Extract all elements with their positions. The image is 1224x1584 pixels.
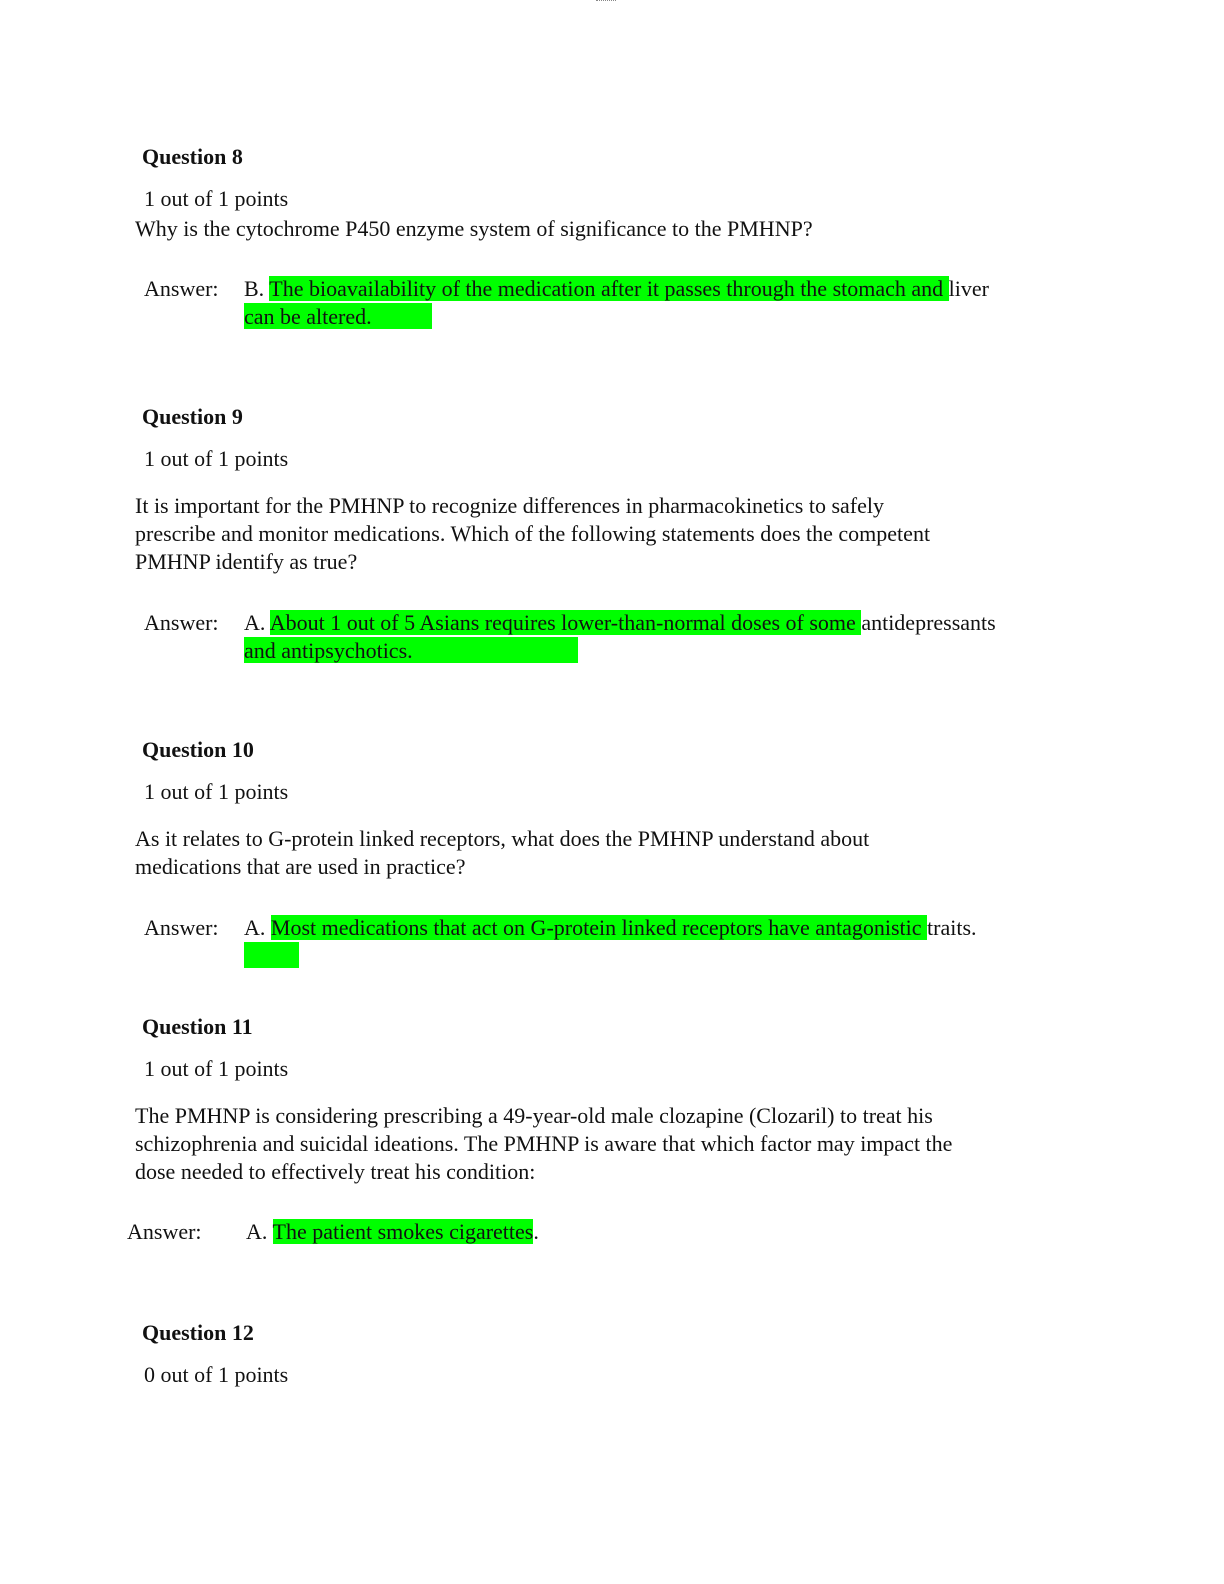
- answer-highlight: The bioavailability of the medication after it passes through the stomach and: [269, 276, 949, 301]
- answer-label: Answer:: [127, 1219, 202, 1244]
- question-text: [135, 492, 1035, 576]
- answer-body: [246, 1218, 1076, 1246]
- question-text-line: dose needed to effectively treat his condition:: [135, 1159, 536, 1184]
- question-title: Question 12: [142, 1320, 254, 1345]
- question-text-line: schizophrenia and suicidal ideations. The PMHNP is aware that which factor may impact the: [135, 1131, 953, 1156]
- answer-letter: A.: [244, 610, 266, 635]
- answer-highlight-filler: [244, 942, 299, 968]
- question-text-line: Why is the cytochrome P450 enzyme system of significance to the PMHNP?: [135, 216, 813, 241]
- answer-line: [244, 303, 1074, 331]
- question-text-line: prescribe and monitor medications. Which of the following statements does the competent: [135, 521, 931, 546]
- question-text-line: PMHNP identify as true?: [135, 549, 358, 574]
- question-points: 1 out of 1 points: [144, 779, 289, 804]
- answer-continuation: liver: [948, 276, 989, 301]
- question-text-line: As it relates to G-protein linked receptors, what does the PMHNP understand about: [135, 826, 870, 851]
- answer-highlight: Most medications that act on G-protein linked receptors have antagonistic: [270, 915, 928, 940]
- answer-label: Answer:: [144, 610, 219, 635]
- answer-highlight: The patient smokes cigarettes: [272, 1219, 534, 1244]
- question-text: [135, 1102, 1035, 1186]
- question-points: 1 out of 1 points: [144, 1056, 289, 1081]
- answer-line: [244, 275, 1074, 303]
- answer-line: [244, 942, 1074, 970]
- question-title: Question 9: [142, 404, 243, 429]
- question-title: Question 11: [142, 1014, 253, 1039]
- answer-continuation: antidepressants: [861, 610, 996, 635]
- answer-highlight-text: can be altered.: [244, 304, 372, 329]
- page-header-mark: [596, 0, 616, 3]
- question-title: Question 8: [142, 144, 243, 169]
- answer-body: [244, 914, 1074, 970]
- answer-highlight: [244, 303, 432, 329]
- question-text-line: medications that are used in practice?: [135, 854, 466, 879]
- answer-letter: A.: [246, 1219, 268, 1244]
- question-title: Question 10: [142, 737, 254, 762]
- answer-highlight: About 1 out of 5 Asians requires lower-than-normal doses of some: [269, 610, 862, 635]
- question-text: [135, 825, 1035, 881]
- answer-continuation: .: [533, 1219, 539, 1244]
- question-text: [135, 215, 1035, 243]
- answer-highlight-text: and antipsychotics.: [244, 638, 413, 663]
- answer-body: [244, 609, 1074, 665]
- answer-line: [244, 609, 1074, 637]
- question-points: 0 out of 1 points: [144, 1362, 289, 1387]
- answer-line: [244, 637, 1074, 665]
- answer-line: [244, 914, 1074, 942]
- answer-letter: A.: [244, 915, 266, 940]
- question-points: 1 out of 1 points: [144, 446, 289, 471]
- answer-label: Answer:: [144, 915, 219, 940]
- answer-letter: B.: [244, 276, 265, 301]
- answer-body: [244, 275, 1074, 331]
- answer-highlight: [244, 637, 578, 663]
- answer-label: Answer:: [144, 276, 219, 301]
- question-points: 1 out of 1 points: [144, 186, 289, 211]
- question-text-line: The PMHNP is considering prescribing a 49-year-old male clozapine (Clozaril) to treat his: [135, 1103, 933, 1128]
- answer-continuation: traits.: [927, 915, 977, 940]
- question-text-line: It is important for the PMHNP to recognize differences in pharmacokinetics to safely: [135, 493, 885, 518]
- answer-line: [246, 1218, 1076, 1246]
